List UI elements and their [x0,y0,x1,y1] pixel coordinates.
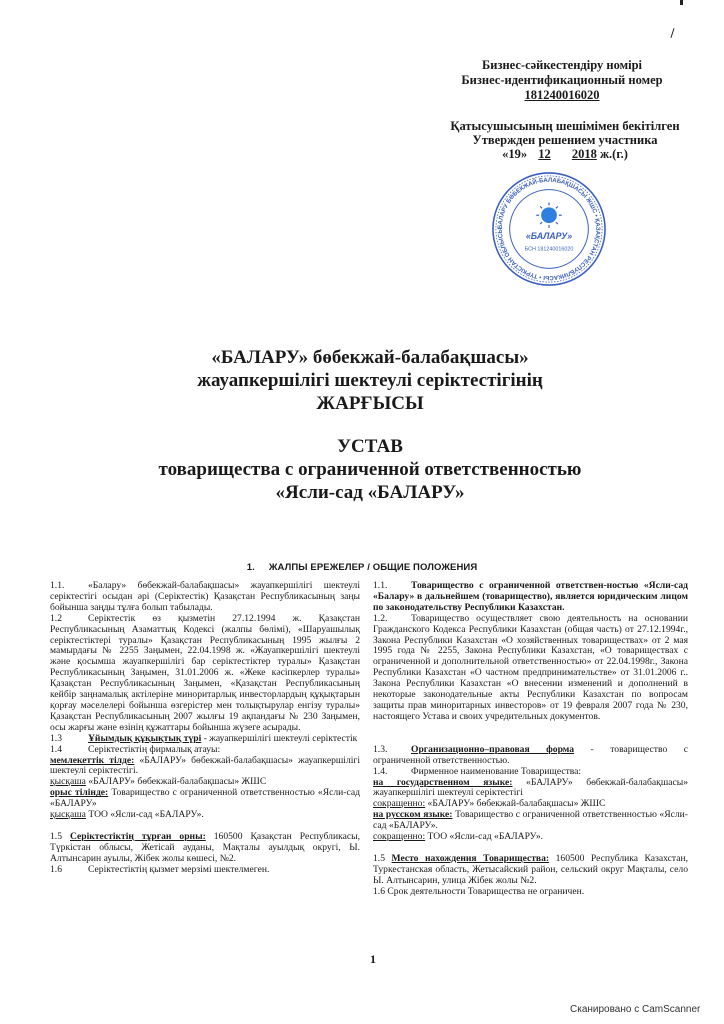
clause-1-5-kz: 1.5 Серіктестіктің тұрған орны: 160500 Қазақстан Республикасы, Түркістан облысы, Жетісай ауданы, Мақталы ауылдық округі, Ы. Алтынсарин ауылы, Жібек жолы көшесі, №2. [50,830,360,864]
stamp-dotted-ring [496,176,602,282]
bin-number: 181240016020 [524,88,600,102]
bin-label-ru: Бизнес-идентификационный номер [461,73,663,87]
scanner-watermark: Сканировано с CamScanner [570,1004,701,1015]
stamp-inner-ring [510,190,589,269]
company-stamp [490,170,608,288]
clause-1-4-short2-ru: сокращенно: ТОО «Ясли-сад «БАЛАРУ». [373,831,544,843]
clause-1-4-state-kz: мемлекеттік тілде: «БАЛАРУ» бөбекжай-балабақшасы» жауапкершілігі шектеулі серіктестігі. [50,754,360,777]
approval-date-year: 2018 [571,147,597,161]
scan-artifact-mark [670,28,674,38]
right-column-ru [373,581,688,898]
scan-artifact-mark [680,0,683,5]
title-kz-line2: жауапкершілігі шектеулі серіктестігінің [197,370,543,391]
clause-1-4-short-ru: сокращенно: «БАЛАРУ» бөбекжай-балабақшасы» ЖШС [373,798,606,810]
section-title: ЖАЛПЫ ЕРЕЖЕЛЕР / ОБЩИЕ ПОЛОЖЕНИЯ [268,562,478,573]
clause-1-3-kz: 1.3 Ұйымдық құқықтық түрі - жауапкершілігі шектеулі серіктестік [50,732,358,744]
clause-1-4-ru-kz: орыс тілінде: Товарищество с ограниченной ответственностью «Ясли-сад «БАЛАРУ» [50,787,361,810]
stamp-ring-text: БАЛАРУ БӨБЕКЖАЙ-БАЛАБАҚШАСЫ ЖШС • ҚАЗАҚСТАН РЕСПУБЛИКАСЫ • ТҮРКІСТАН ОБЛЫСЫ [496,176,602,282]
clause-1-2-ru: 1.2. Товарищество осуществляет свою деятельность на основании Гражданского Кодекса Республики Казахстан (общая часть) от 27.12.1994г., Закона Республики Казахстан «О хозяйственных товариществах» от 2 мая 1995 года № 2255, Закона Республики Казахстан, «О товариществах с ограниченной и дополнительной ответственностью» от 22.04.1998г., Закона Республики Казахстан «О частном предпринимательстве» от 31.01.2006 г.. Закона Республики Казахстан «О внесении изменений и дополнений в некоторые законодательные акты Республики Казахстан по вопросам защиты прав миноритарных инвесторов» от 19 февраля 2007 года № 230, настоящего Устава и своих учредительных документов. [373,612,688,722]
clause-1-4-short-kz: қысқаша «БАЛАРУ» бөбекжай-балабақшасы» ЖШС [50,776,267,788]
clause-1-6-ru: 1.6 Срок деятельности Товарищества не ограничен. [373,885,585,897]
clause-1-5-ru: 1.5 Место нахождения Товарищества: 160500 Республика Казахстан, Туркестанская область, Жетысайский район, сельский округ Мақталы, село Ы. Алтынсарин, улица Жібек жолы №2. [373,852,688,886]
title-kz-line1: «БАЛАРУ» бөбекжай-балабақшасы» [211,347,529,368]
clause-1-4-state-ru: на государственном языке: «БАЛАРУ» бөбекжай-балабақшасы» жауапкершілігі шектеулі серіктестігі [373,776,688,799]
approval-date-month: 12 [538,147,551,161]
approval-date-day: «19» [502,147,528,161]
clause-1-1-ru: 1.1. Товарищество с ограниченной ответствен-ностью «Ясли-сад «Балару» в дальнейшем (товарищество), является юридическим лицом по законодательству Республики Казахстан. [373,580,688,613]
title-ru-line3: «Ясли-сад «БАЛАРУ» [275,482,465,503]
clause-1-4-russian-ru: на русском языке: Товарищество с ограниченной ответственностью «Ясли-сад «БАЛАРУ». [373,809,688,832]
clause-1-6-kz: 1.6 Серіктестіктің қызмет мерзімі шектелмеген. [50,863,270,875]
clause-1-2-kz: 1.2 Серіктестік өз қызметін 27.12.1994 ж. Қазақстан Республикасының Азаматтық Кодексі (жалпы бөлімі), «Шаруашылық серіктестіктері туралы» Қазақстан Республикасының 1995 жылғы 2 мамырдағы № 2255 Заңымен, 22.04.1998 ж. «Жауапкершілігі шектеулі және қосымша жауапкершілігі бар серіктестіктер туралы» Қазақстан Республикасының Заңымен, 31.01.2006 ж. «Жеке кәсіпкерлер туралы» Қазақстан Республикасының Заңымен, «Қазақстан Республикасының кейбір заңнамалық актілеріне миноритарлық инвесторлардың құқықтарын қорғау мәселелері бойынша өзгерістер мен толықтырулар енгізу туралы» Қазақстан Республикасының 2007 жылғы 19 ақпандағы № 230 Заңымен, осы жарғы және өзінің құжаттары бойынша жүзеге асырады. [50,612,360,733]
clause-1-4-short2-kz: қысқаша ТОО «Ясли-сад «БАЛАРУ». [50,809,204,821]
sun-icon [536,202,562,228]
section-number: 1. [246,562,255,573]
clause-1-4-kz: 1.4 Серіктестіктің фирмалық атауы: [50,743,221,755]
title-ru-line2: товарищества с ограниченной ответственностью [158,459,582,480]
bin-block [400,58,724,103]
approval-date [405,147,724,161]
stamp-center-text: «БАЛАРУ» [525,230,573,241]
document-title [100,346,640,504]
left-column-kz [50,581,360,876]
title-ru-line1: УСТАВ [337,436,403,457]
approval-date-suffix: ж.(г.) [599,147,628,161]
bin-label-kz: Бизнес-сәйкестендіру номірі [481,58,643,72]
clause-1-3-ru: 1.3. Организационно–правовая форма - товарищество с ограниченной ответственностью. [373,743,689,766]
approval-line-kz: Қатысушысының шешімімен бекітілген [450,119,680,133]
approval-line-ru: Утвержден решением участника [472,133,658,147]
approval-block [405,119,724,161]
section-heading [0,562,724,573]
title-kz-line3: ЖАРҒЫСЫ [316,393,424,414]
page-number: 1 [370,952,376,966]
stamp-id-text: БСН 181240016020 [524,246,574,253]
clause-1-1-kz: 1.1. «Балару» бөбекжай-балабақшасы» жауапкершілігі шектеулі серіктестігі осыдан әрі (Серіктестік) Қазақстан Республикасының заңы бойынша заңды тұлға болып табылады. [50,580,360,613]
clause-1-4-ru: 1.4. Фирменное наименование Товарищества: [373,765,582,777]
